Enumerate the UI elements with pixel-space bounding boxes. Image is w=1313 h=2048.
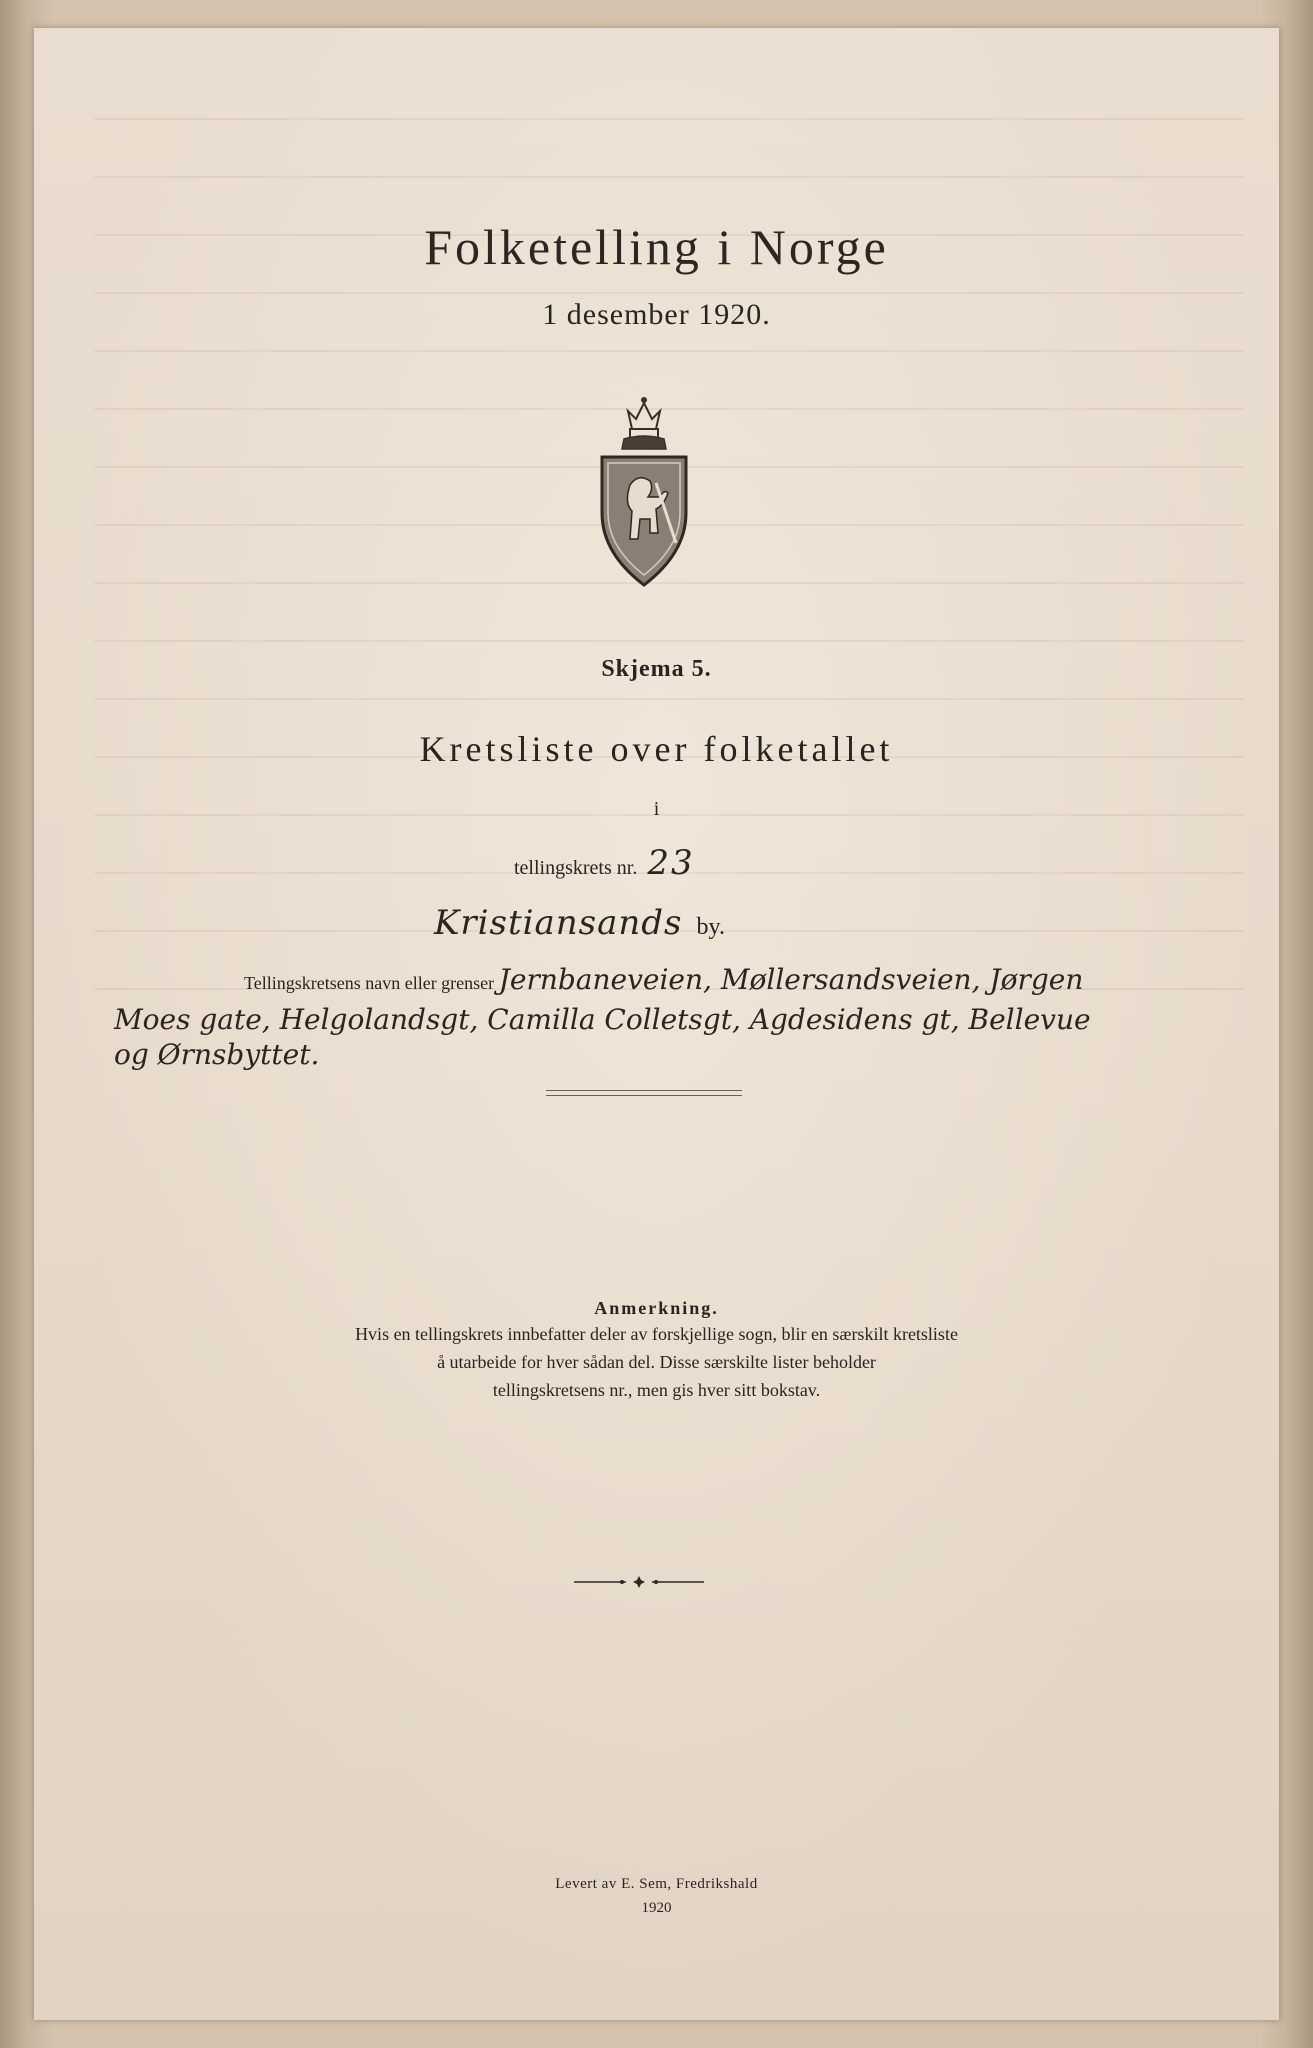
krets-label: tellingskrets nr. [514, 857, 638, 879]
schema-number: Skjema 5. [601, 656, 712, 682]
krets-number-row [514, 843, 695, 883]
town-suffix: by. [696, 914, 725, 940]
census-date: 1 desember 1920. [542, 298, 771, 331]
census-form-page [34, 28, 1279, 2020]
preposition: i [653, 798, 660, 820]
coat-of-arms-icon [594, 393, 694, 593]
printer-year: 1920 [641, 1900, 672, 1916]
boundaries-handwritten-line-2: Moes gate, Helgolandsgt, Camilla Colletsgt, Agdesidens gt, Bellevue [114, 1003, 1091, 1036]
krets-number-handwritten: 23 [647, 843, 695, 883]
town-name-handwritten: Kristiansands [434, 903, 683, 943]
boundaries-handwritten-line-3: og Ørnsbyttet. [114, 1038, 320, 1071]
divider-line [546, 1090, 742, 1091]
document-title: Folketelling i Norge [424, 219, 889, 275]
remark-line: Hvis en tellingskrets innbefatter deler av forskjellige sogn, blir en særskilt kretsliste [355, 1324, 958, 1344]
remark-line: tellingskretsens nr., men gis hver sitt bokstav. [492, 1380, 821, 1400]
ornament-divider-icon [574, 1576, 704, 1588]
boundaries-label: Tellingskretsens navn eller grenser [244, 973, 495, 993]
town-row [434, 903, 725, 943]
boundaries-handwritten-line-1: Jernbaneveien, Møllersandsveien, Jørgen [498, 963, 1084, 996]
form-heading: Kretsliste over folketallet [419, 729, 894, 769]
divider-line [546, 1095, 742, 1096]
printer-credit: Levert av E. Sem, Fredrikshald [555, 1876, 758, 1892]
remark-title: Anmerkning. [594, 1298, 719, 1318]
boundaries-row [244, 963, 1083, 996]
remark-line: å utarbeide for hver sådan del. Disse særskilte lister beholder [437, 1352, 876, 1372]
